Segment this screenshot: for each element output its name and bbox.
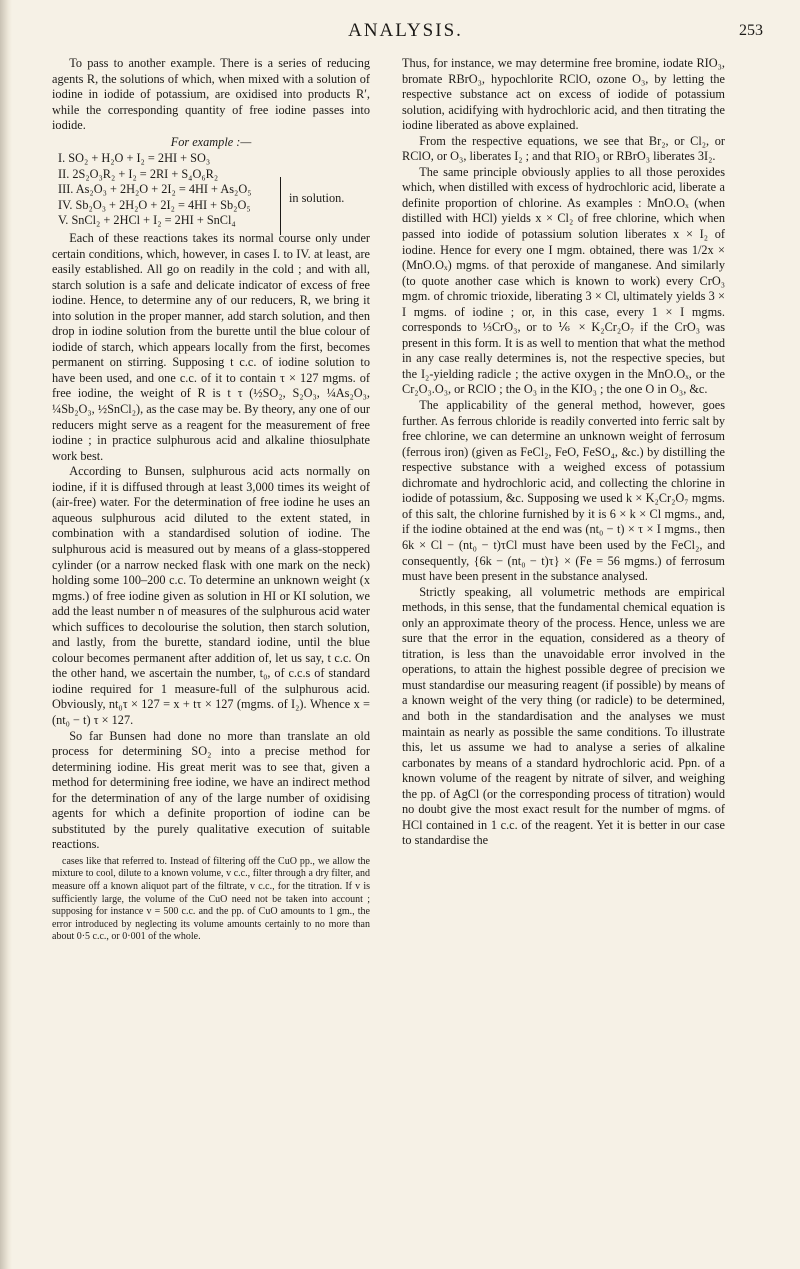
paragraph: From the respective equations, we see that Br₂, or Cl₂, or RClO, or O₃, liberates I₂ ; and that RIO₃ or RBrO₃ liberates 3I₂. [402,133,725,164]
equation: III. As₂O₃ + 2H₂O + 2I₂ = 4HI + As₂O₅ [58,182,252,197]
paragraph: Each of these reactions takes its normal course only under certain conditions, which, however, in cases I. to IV. at least, are easily established. All go on readily in the cold ; and with all, starch solution is a safe and delicate indicator of excess of free iodine. Hence, to determine any of our reducers, R, we bring it into solution in the proper manner, add starch solution, and then drop in iodine solution from the burette until the blue colour of iodide of starch, which appears locally from the first, becomes permanent on stirring. Supposing t c.c. of iodine solution to have been used, and one c.c. of it to contain τ × 127 mgms. of free iodine, the weight of R is t τ (½SO₂, S₂O₃, ¼As₂O₃, ¼Sb₂O₃, ½SnCl₂), as the case may be. By theory, any one of our reducers might serve as a reagent for the measurement of free iodine ; in practice sulphurous acid and alkaline thiosulphate work best. [52,231,370,463]
paragraph: The applicability of the general method, however, goes further. As ferrous chloride is readily converted into ferric salt by free chlorine, we can determine an unknown weight of ferrosum (ferrous iron) (given as FeCl₂, FeO, FeSO₄, &c.) by distilling the respective substance with a weighed excess of potassium dichromate and hydrochloric acid, and collecting the chlorine in iodide of potassium, &c. Supposing we used k × K₂Cr₂O₇ mgms. of this salt, the chlorine furnished by it is 6 × k × Cl mgms., and, if the iodine obtained at the end was (nt₀ − t) × τ × I mgms., then 6k × Cl − (nt₀ − t)τCl must have been used by the FeCl₂, and consequently, {6k − (nt₀ − t)τ} × (Fe = 56 mgms.) of ferrosum must have been present in the substance analysed. [402,398,725,584]
left-column [52,56,370,944]
paragraph: The same principle obviously applies to all those peroxides which, when distilled with excess of hydrochloric acid, liberate a definite proportion of chlorine. As examples : MnO.Oₓ (when distilled with HCl) yields x × Cl₂ of free chlorine, which when passed into iodide of potassium solution liberates x × I₂ of iodine. Hence for every one I mgm. obtained, there was 1/2x × (MnO.Oₓ) mgms. of that peroxide of manganese. And similarly (to quote another case which is known to work) every CrO₃ mgm. of chromic trioxide, liberating 3 × Cl, ultimately yields 3 × I mgms. of iodine ; or, in this case, every 1 × I mgms. corresponds to ⅓CrO₃, or to ⅙ × K₂Cr₂O₇ if the CrO₃ was present in this form. It is as well to mention that what the method in any case really determines is, not the respective species, but the I₂-yielding radicle ; the active oxygen in the MnO.Oₓ, or the Cr₂O₃.O₃, or RClO ; the O₃ in the KIO₃ ; the one O in O₃, &c. [402,164,725,397]
right-column [402,56,725,849]
brace-annotation [280,177,351,235]
page-number: 253 [739,22,763,39]
paragraph: According to Bunsen, sulphurous acid acts normally on iodine, if it is diffused through at least 3,000 times its weight of (air-free) water. For the determination of free iodine he uses an aqueous sulphurous acid diluted to the extent stated, in combination with a standardised solution of iodine. The sulphurous acid is measured out by means of a glass-stoppered cylinder (or a narrow necked flask with one mark on the neck) holding some 100–200 c.c. To determine an unknown weight (x mgms.) of free iodine given as solution in HI or KI solution, we add the least number n of measures of the sulphurous acid water which suffices to decolourise the solution, then starch solution, and lastly, from the burette, standard iodine, until the blue colour becomes permanent after addition of, let us say, t c.c. On the other hand, we ascertain the number, t₀, of c.c.s of standard iodine required for 1 measure-full of the sulphurous acid. Obviously, nt₀τ × 127 = x + tτ × 127 (mgms. of I₂). Whence x = (nt₀ − t) τ × 127. [52,464,370,727]
paragraph: To pass to another example. There is a series of reducing agents R, the solutions of which, when mixed with a solution of iodine in iodide of potassium, are oxidised into products R′, while the corresponding quantity of free iodine passes into iodide. [52,56,370,133]
equation-list [52,151,370,229]
brace-note-text: in solution. [289,191,345,206]
equation: II. 2S₂O₃R₂ + I₂ = 2RI + S₄O₆R₂ [58,166,219,181]
footnote [52,856,370,944]
page-header [48,18,763,48]
example-heading: For example :— [170,134,252,149]
page-spine-shadow [0,0,12,1269]
paragraph: So far Bunsen had done no more than translate an old process for determining SO₂ into a precise method for determining iodine. His great merit was to see that, given a method for determining free iodine, we have an indirect method for the determination of any of the large number of oxidising agents for which a definite proportion of iodine can be substituted by the purely qualitative execution of suitable reactions. [52,728,370,852]
equation: I. SO₂ + H₂O + I₂ = 2HI + SO₃ [58,151,211,166]
paragraph: Strictly speaking, all volumetric methods are empirical methods, in this sense, that the fundamental chemical equation is only an approximate theory of the process. Hence, unless we are sure that the error in the equation, considered as a theory of titration, is less than the unavoidable error involved in the operations, to attain the highest possible degree of precision we must standardise our measuring reagent (if possible) by means of a known weight of the very thing (or radicle) to be determined, and both in the standardisation and the analyses we must maintain as nearly as possible the same conditions. To illustrate this, let us assume we had to analyse a series of alkaline carbonates by means of a standard hydrochloric acid. Ppn. of a known volume of the reagent by nitrate of silver, and weighing the pp. of AgCl (or the corresponding process of titration) would no doubt give the most exact result for the number of mgms. of HCl contained in 1 c.c. of the reagent. Yet it is better in our case to standardise the [402,584,725,848]
paragraph: Thus, for instance, we may determine free bromine, iodate RIO₃, bromate RBrO₃, hypochlorite RClO, ozone O₃, by letting the respective substance act on excess of iodide of potassium solution, acidifying with hydrochloric acid, and then titrating the iodine liberated as above explained. [402,56,725,133]
running-head: ANALYSIS. [348,20,463,41]
equation: IV. Sb₂O₃ + 2H₂O + 2I₂ = 4HI + Sb₂O₅ [58,197,251,212]
footnote-text: cases like that referred to. Instead of filtering off the CuO pp., we allow the mixture to cool, dilute to a known volume, v c.c., filter through a dry filter, and measure off a known aliquot part of the filtrate, v c.c., for the titration. If v is sufficiently large, the volume of the CuO need not be taken into account ; supposing for instance v = 500 c.c. and the pp. of CuO amounts to 1 gm., the error introduced by neglecting its volume amounts certainly to no more than about 0·5 c.c., or 0·001 of the whole. [52,855,370,943]
equation: V. SnCl₂ + 2HCl + I₂ = 2HI + SnCl₄ [58,213,236,228]
